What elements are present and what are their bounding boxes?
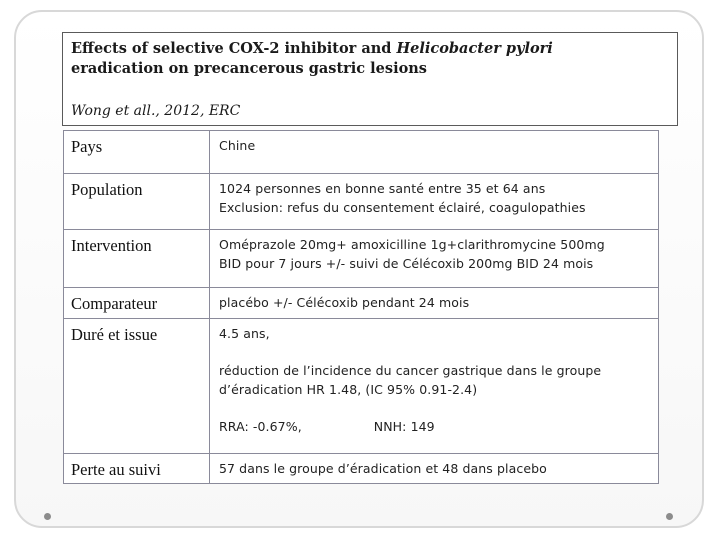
corner-dot-icon [44, 513, 51, 520]
title-italic-species: Helicobacter pylori [396, 40, 553, 57]
row-value-comparateur: placébo +/- Célécoxib pendant 24 mois [210, 288, 659, 319]
study-summary-table [63, 130, 659, 484]
rra-nnh-line [219, 417, 651, 436]
citation: Wong et all., 2012, ERC [71, 103, 241, 119]
title-line-1: Effects of selective COX-2 inhibitor and Helicobacter pylori [71, 40, 553, 57]
row-value-duree: 4.5 ans, réduction de l’incidence du cancer gastrique dans le groupe d’éradication HR 1.48, (IC 95% 0.91-2.4) RRA: -0.67%, NNH: 149 [210, 319, 659, 454]
corner-dot-icon [666, 513, 673, 520]
table-row [64, 319, 659, 454]
row-label-comparateur: Comparateur [64, 288, 210, 319]
row-label-population: Population [64, 174, 210, 230]
table-row [64, 288, 659, 319]
title-box [62, 32, 678, 126]
row-value-intervention: Oméprazole 20mg+ amoxicilline 1g+clarithromycine 500mg BID pour 7 jours +/- suivi de Célécoxib 200mg BID 24 mois [210, 230, 659, 288]
row-value-pays: Chine [210, 131, 659, 174]
title-line-2: eradication on precancerous gastric lesions [71, 60, 427, 77]
nnh-value: NNH: 149 [373, 419, 435, 434]
rra-value: RRA: -0.67%, [219, 419, 302, 434]
row-value-perte: 57 dans le groupe d’éradication et 48 dans placebo [210, 454, 659, 484]
row-label-pays: Pays [64, 131, 210, 174]
row-label-duree: Duré et issue [64, 319, 210, 454]
table-row [64, 454, 659, 484]
table-row [64, 174, 659, 230]
row-label-perte: Perte au suivi [64, 454, 210, 484]
table-row [64, 131, 659, 174]
row-value-population: 1024 personnes en bonne santé entre 35 et 64 ans Exclusion: refus du consentement éclairé, coagulopathies [210, 174, 659, 230]
row-label-intervention: Intervention [64, 230, 210, 288]
table-row [64, 230, 659, 288]
